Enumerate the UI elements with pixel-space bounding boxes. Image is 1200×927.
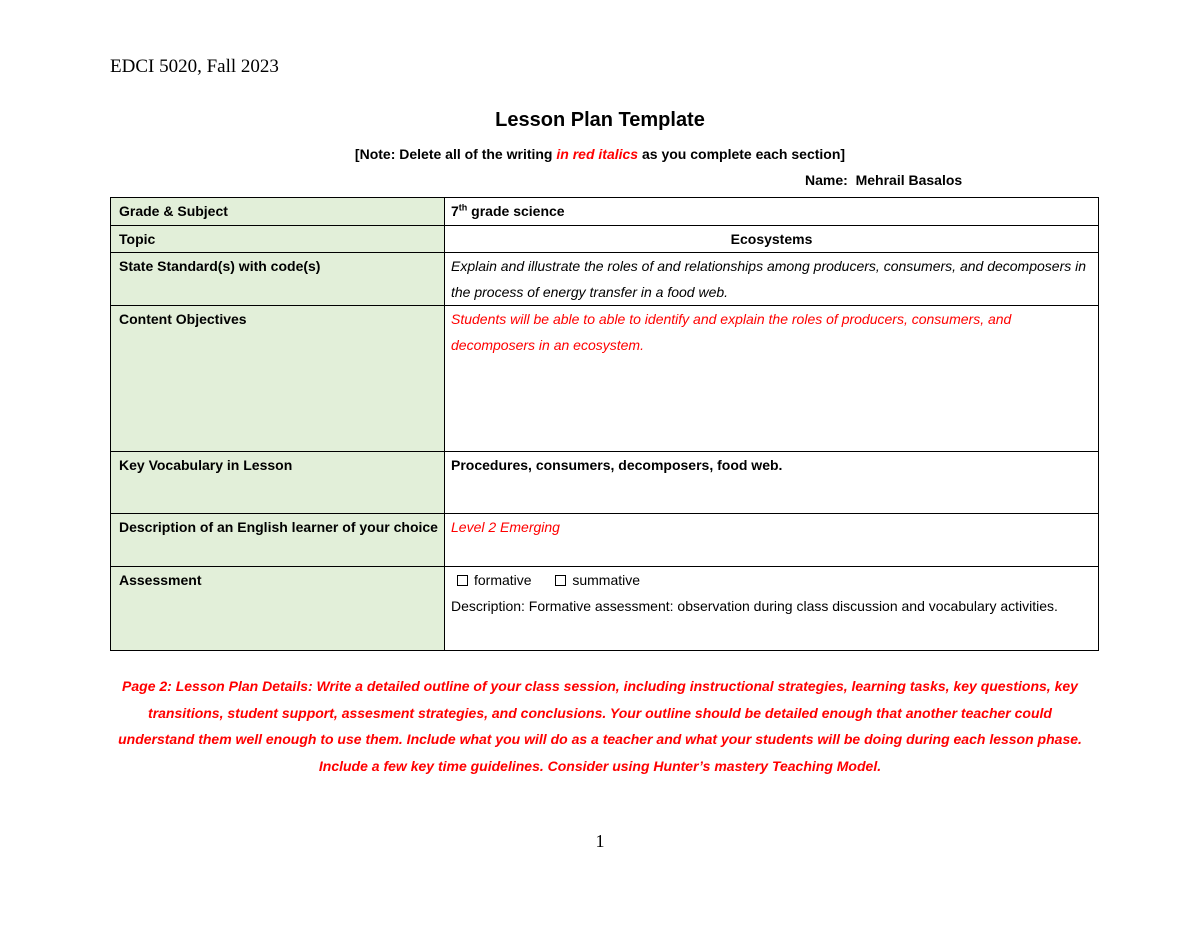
grade-superscript: th [458,202,468,213]
grade-value [445,198,1099,226]
summative-label: summative [572,572,641,588]
table-row-objectives [111,306,1099,452]
document-header: EDCI 5020, Fall 2023 [110,56,279,77]
page2-instructions: Page 2: Lesson Plan Details: Write a detailed outline of your class session, including instructional strategies, learning tasks, key questions, key transitions, student support, assesment strategies, and conclusions. Your outline should be detailed enough that another teacher could understand them well enough to use them. Include what you will do as a teacher and what your students will be doing during each lesson phase. Include a few key time guidelines. Consider using Hunter’s mastery Teaching Model. [118,678,1082,774]
formative-label: formative [474,572,532,588]
grade-number: 7 [451,203,459,219]
table-row-assessment [111,567,1099,651]
table-row-vocabulary [111,452,1099,514]
page-title: Lesson Plan Template [495,109,705,131]
assessment-label: Assessment [111,567,445,651]
summative-checkbox[interactable] [555,575,566,586]
table-row-topic [111,226,1099,253]
student-name-line [805,172,962,188]
name-label: Name: [805,172,848,188]
learner-label: Description of an English learner of your choice [111,514,445,567]
name-value: Mehrail Basalos [855,172,963,188]
table-row-learner [111,514,1099,567]
standards-value: Explain and illustrate the roles of and relationships among producers, consumers, and decomposers in the process of energy transfer in a food web. [445,253,1099,306]
vocab-value: Procedures, consumers, decomposers, food web. [445,452,1099,514]
assessment-description: Description: Formative assessment: observation during class discussion and vocabulary activities. [451,598,1058,614]
standards-label: State Standard(s) with code(s) [111,253,445,306]
note-prefix: [Note: Delete all of the writing [354,146,557,162]
objectives-label: Content Objectives [111,306,445,452]
vocab-label: Key Vocabulary in Lesson [111,452,445,514]
objectives-value: Students will be able to able to identify and explain the roles of producers, consumers, and decomposers in an ecosystem. [445,306,1099,452]
page-number: 1 [595,831,605,851]
assessment-value [445,567,1099,651]
topic-label: Topic [111,226,445,253]
table-row-grade [111,198,1099,226]
formative-checkbox[interactable] [457,575,468,586]
note-suffix: as you complete each section] [638,146,846,162]
learner-value: Level 2 Emerging [445,514,1099,567]
grade-rest: grade science [467,203,565,219]
topic-value: Ecosystems [445,226,1099,253]
lesson-plan-table [110,197,1099,651]
table-row-standards [111,253,1099,306]
assessment-options [451,567,1092,593]
grade-label: Grade & Subject [111,198,445,226]
note-red-text: in red italics [556,146,639,162]
instruction-note [0,146,1200,162]
